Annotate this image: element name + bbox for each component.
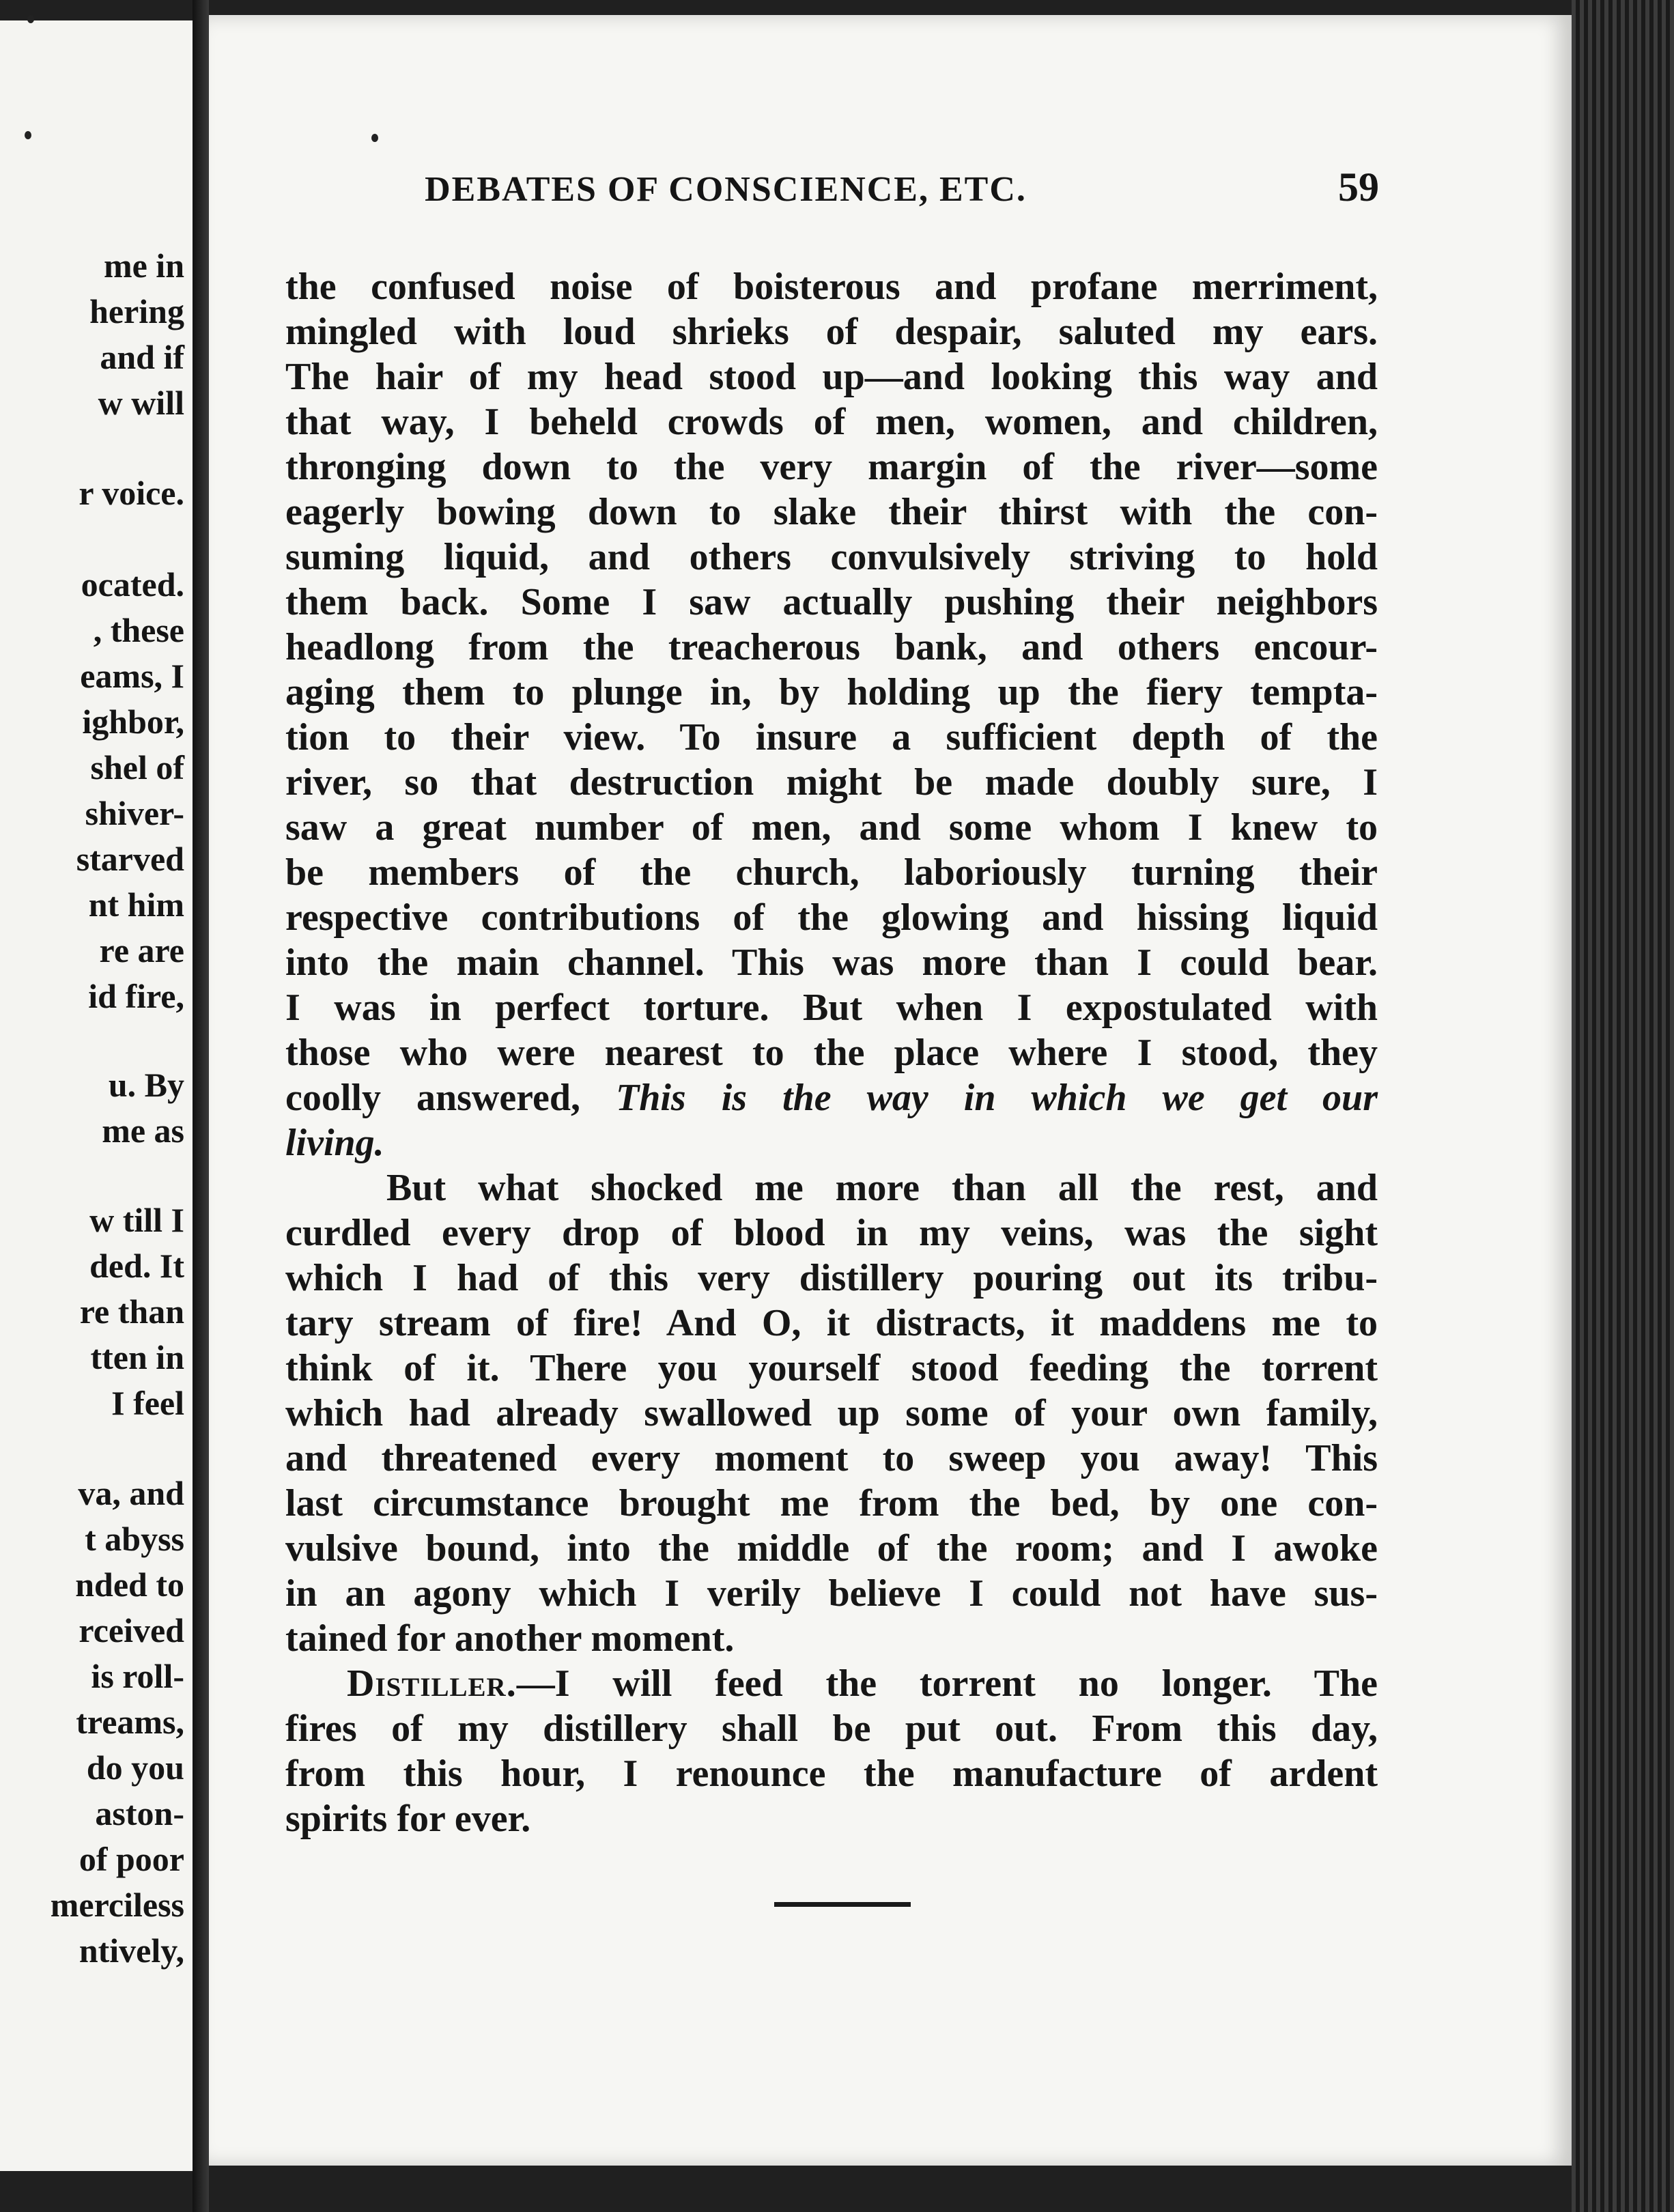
ink-speck: [371, 134, 378, 142]
left-page-line: rceived: [79, 1611, 184, 1649]
left-page-line: me in: [103, 246, 184, 285]
left-page-line: shiver-: [85, 794, 184, 832]
text-run: coolly answered,: [285, 1077, 581, 1119]
left-page-line: I feel: [111, 1384, 184, 1422]
left-page-line: u. By: [108, 1066, 184, 1104]
text-line: them back. Some I saw actually pushing their neighbors: [285, 581, 1378, 623]
text-line: and threatened every moment to sweep you away! This: [285, 1437, 1378, 1479]
left-page-line: r voice.: [79, 474, 184, 512]
text-line: But what shocked me more than all the rest, and: [386, 1167, 1378, 1209]
previous-page-fragment: [0, 20, 198, 2171]
text-line: eagerly bowing down to slake their thirst with the con-: [285, 491, 1378, 533]
left-page-line: id fire,: [88, 977, 184, 1015]
page-number: 59: [1338, 165, 1379, 210]
left-page-line: starved: [76, 840, 184, 878]
text-line: aging them to plunge in, by holding up the fiery tempta-: [285, 671, 1378, 713]
text-line: [285, 1662, 1378, 1705]
left-page-line: aston-: [95, 1794, 184, 1832]
page-edges: [1572, 0, 1674, 2212]
section-end-rule: [774, 1902, 911, 1907]
text-line: those who were nearest to the place where I stood, they: [285, 1032, 1378, 1074]
left-page-line: merciless: [50, 1886, 184, 1924]
text-line: mingled with loud shrieks of despair, saluted my ears.: [285, 311, 1378, 353]
left-page-line: of poor: [79, 1840, 184, 1878]
text-line: fires of my distillery shall be put out. From this day,: [285, 1707, 1378, 1750]
left-page-line: ocated.: [81, 565, 184, 604]
left-page-line: shel of: [90, 748, 184, 786]
text-line: curdled every drop of blood in my veins, was the sight: [285, 1212, 1378, 1254]
left-page-line: is roll-: [91, 1657, 184, 1695]
text-line: saw a great number of men, and some whom I knew to: [285, 806, 1378, 849]
text-line: into the main channel. This was more than I could bear.: [285, 941, 1378, 984]
left-page-line: nded to: [75, 1565, 184, 1604]
text-line: vulsive bound, into the middle of the room; and I awoke: [285, 1527, 1378, 1570]
left-page-line: w will: [98, 384, 184, 422]
text-line: suming liquid, and others convulsively striving to hold: [285, 536, 1378, 578]
left-page-line: re than: [79, 1292, 184, 1331]
text-line: tained for another moment.: [285, 1617, 735, 1660]
speaker-name: Distiller.: [347, 1662, 517, 1705]
text-line: tion to their view. To insure a sufficient depth of the: [285, 716, 1378, 758]
left-page-line: va, and: [78, 1474, 184, 1512]
italic-quote: living.: [285, 1122, 384, 1164]
text-line: headlong from the treacherous bank, and others encour-: [285, 626, 1378, 668]
text-line: the confused noise of boisterous and profane merriment,: [285, 266, 1378, 308]
text-line: The hair of my head stood up—and looking this way and: [285, 356, 1378, 398]
text-line: which had already swallowed up some of your own family,: [285, 1392, 1378, 1434]
left-page-line: eams, I: [80, 657, 184, 695]
text-line: be members of the church, laboriously turning their: [285, 851, 1378, 894]
left-page-line: treams,: [76, 1703, 184, 1741]
left-page-line: ntively,: [79, 1931, 184, 1970]
ink-speck: [25, 131, 31, 139]
text-line: in an agony which I verily believe I could not have sus-: [285, 1572, 1378, 1615]
text-line: think of it. There you yourself stood feeding the torrent: [285, 1347, 1378, 1389]
left-page-line: ighbor,: [82, 703, 184, 741]
left-page-line: t abyss: [85, 1520, 184, 1558]
text-line: spirits for ever.: [285, 1798, 531, 1840]
text-line: I was in perfect torture. But when I expostulated with: [285, 987, 1378, 1029]
italic-quote: This is the way in which we get our: [616, 1077, 1378, 1119]
left-page-line: and if: [100, 338, 184, 376]
left-page-line: ded. It: [89, 1247, 184, 1285]
text-line: that way, I beheld crowds of men, women, and children,: [285, 401, 1378, 443]
text-line: which I had of this very distillery pouring out its tribu-: [285, 1257, 1378, 1299]
text-line: from this hour, I renounce the manufacture of ardent: [285, 1753, 1378, 1795]
text-line: respective contributions of the glowing and hissing liquid: [285, 896, 1378, 939]
left-page-line: hering: [89, 292, 184, 330]
running-head: DEBATES OF CONSCIENCE, ETC.: [425, 170, 1027, 209]
text-line: river, so that destruction might be made doubly sure, I: [285, 761, 1378, 804]
left-page-line: w till I: [89, 1201, 184, 1239]
left-page-line: re are: [99, 931, 184, 969]
left-page-line: nt him: [88, 885, 184, 924]
left-page-line: do you: [86, 1748, 184, 1787]
text-line: thronging down to the very margin of the river—some: [285, 446, 1378, 488]
left-page-line: me as: [102, 1111, 184, 1150]
text-line: last circumstance brought me from the bed, by one con-: [285, 1482, 1378, 1525]
book-gutter: [193, 0, 209, 2212]
ink-speck: [27, 15, 34, 23]
left-page-line: tten in: [90, 1338, 184, 1376]
text-run: —I will feed the torrent no longer. The: [516, 1662, 1378, 1705]
text-line: [285, 1121, 1378, 1165]
text-line: tary stream of fire! And O, it distracts, it maddens me to: [285, 1302, 1378, 1344]
left-page-line: , these: [93, 611, 184, 649]
text-line: [285, 1076, 1378, 1120]
